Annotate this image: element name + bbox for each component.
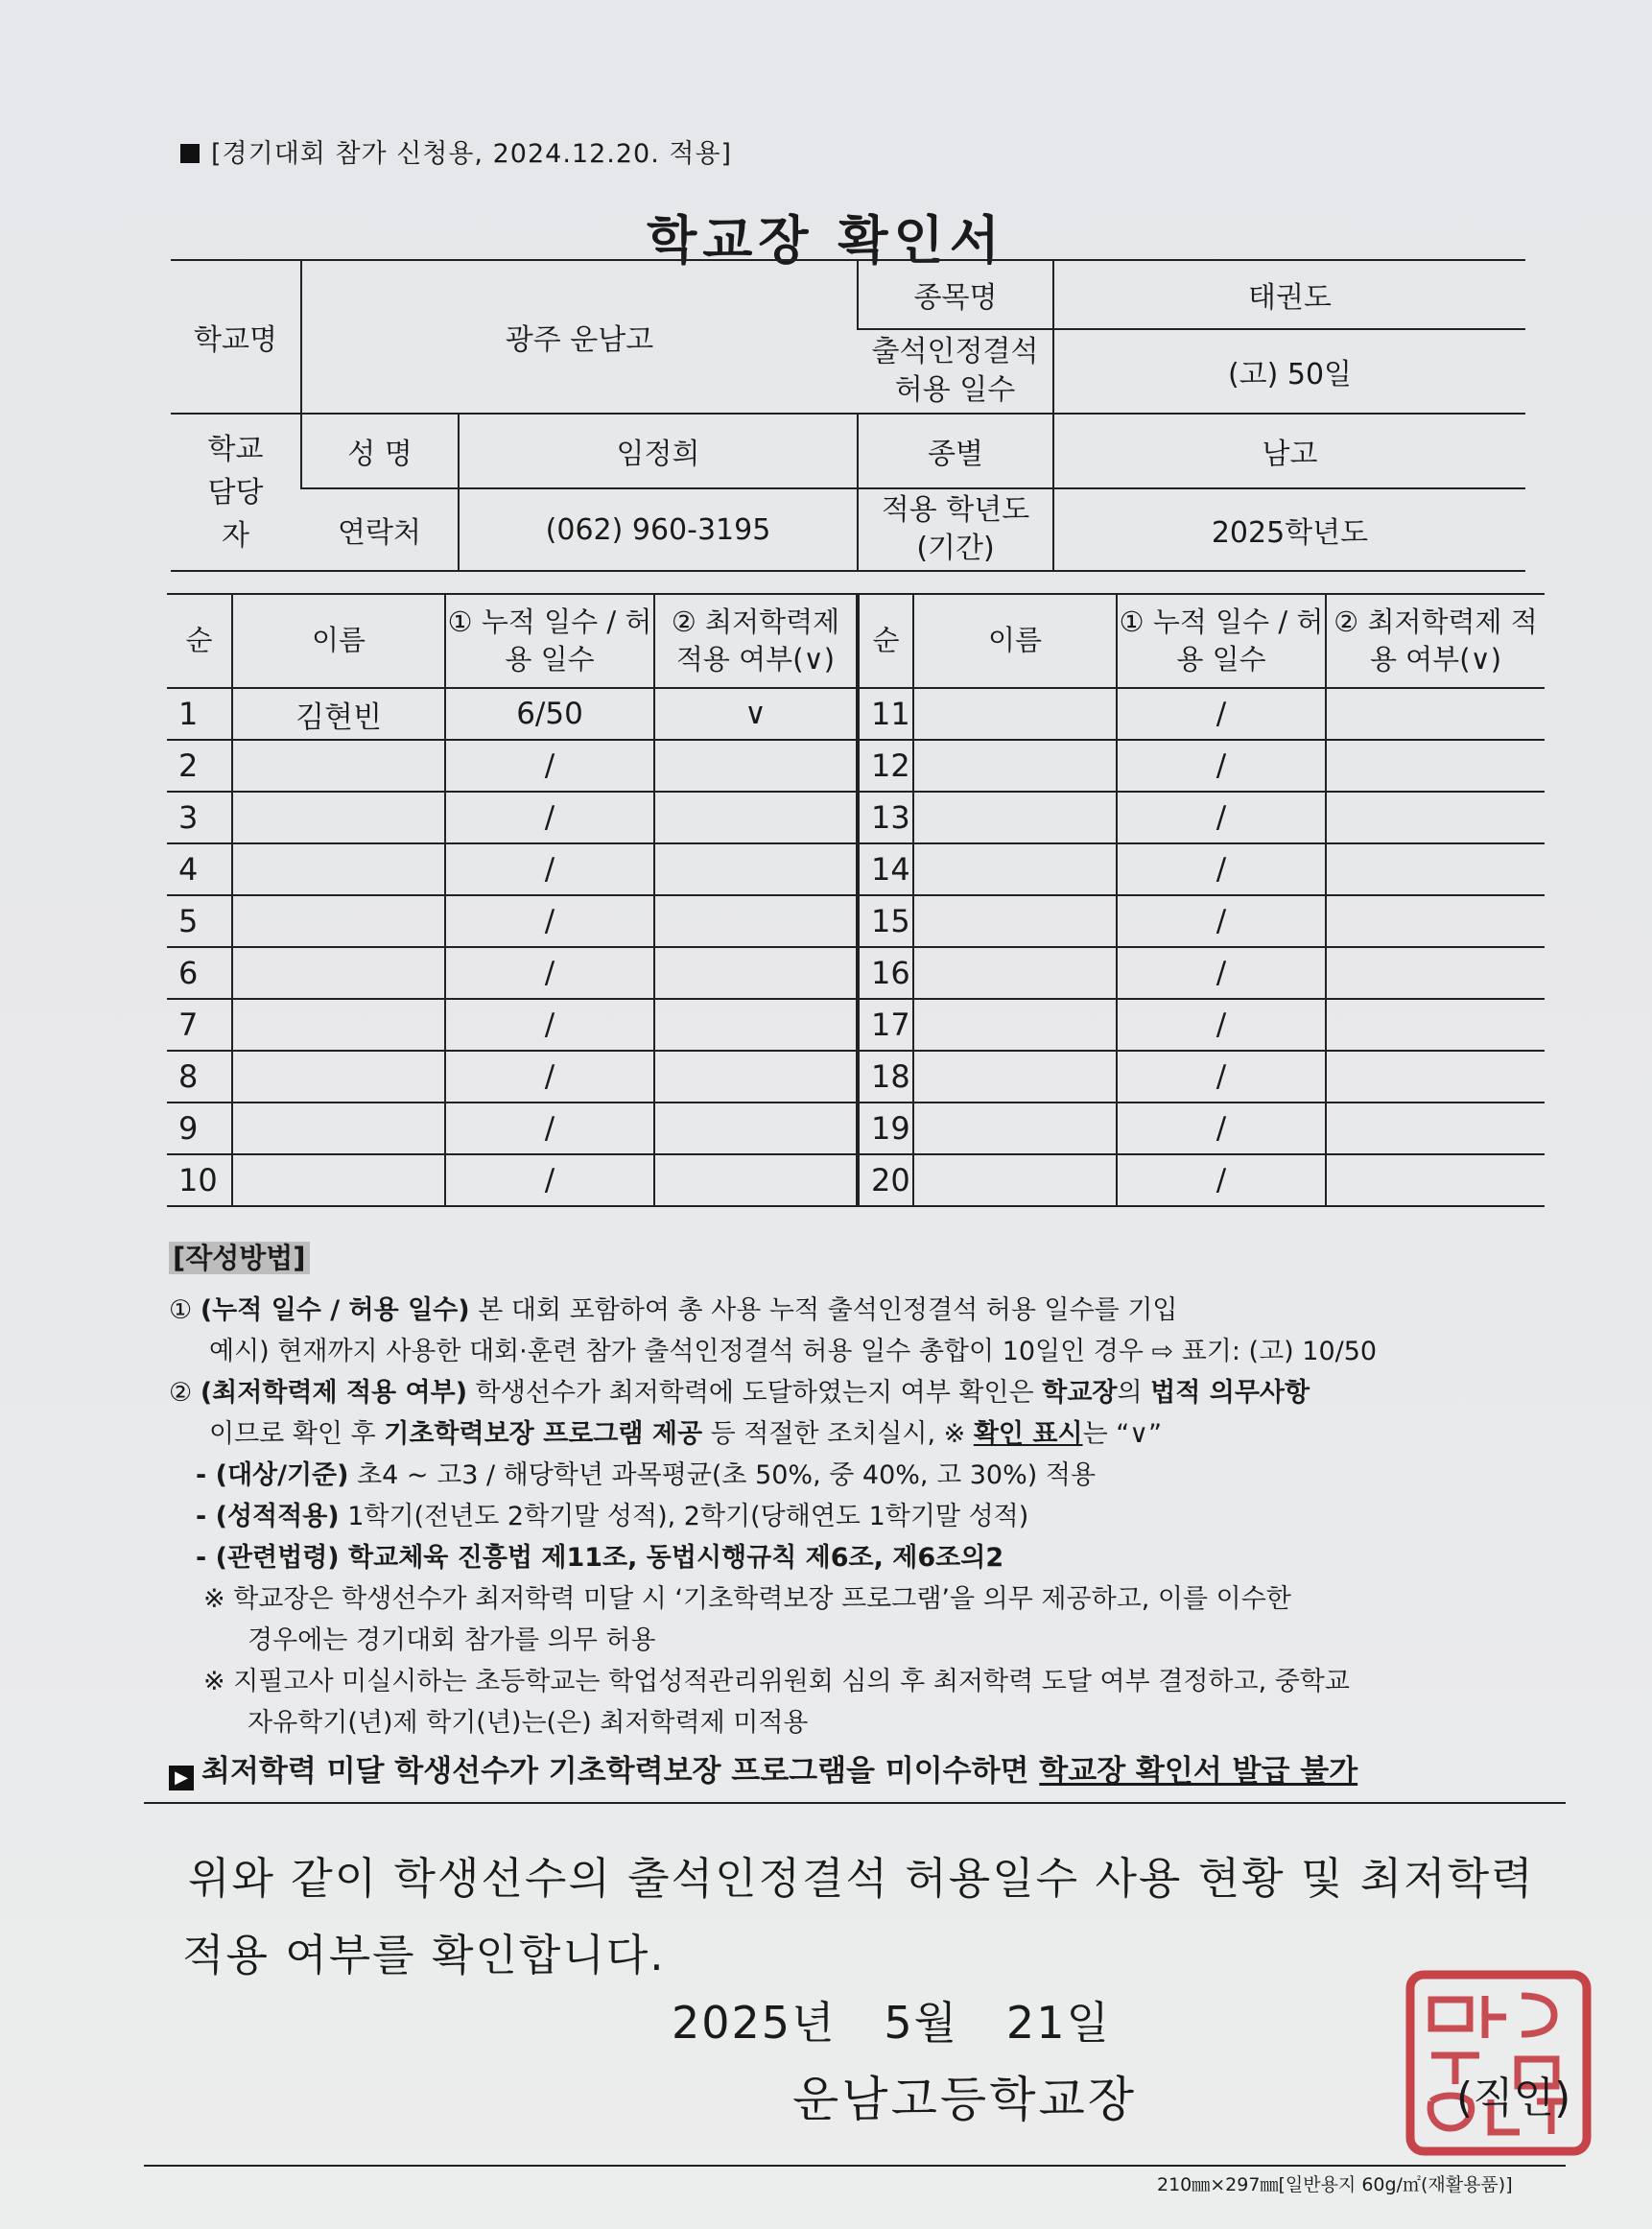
row-seq: 5	[167, 895, 232, 947]
cumulative-days-cell: /	[445, 792, 654, 843]
athlete-name-cell	[232, 1051, 445, 1103]
item2-bold-program: 기초학력보장 프로그램 제공	[384, 1419, 703, 1449]
table-row	[167, 792, 1545, 843]
min-academic-check-cell	[654, 843, 858, 895]
row-seq: 16	[858, 947, 913, 999]
row-seq: 11	[858, 688, 913, 740]
cumulative-days-cell: /	[445, 1051, 654, 1103]
instruction-example: 예시) 현재까지 사용한 대회·훈련 참가 출석인정결석 허용 일수 총합이 10일인 경우 ⇨ 표기: (고) 10/50	[209, 1337, 1378, 1366]
athlete-name-cell	[232, 843, 445, 895]
school-value: 광주 운남고	[301, 260, 858, 414]
row-seq: 12	[858, 740, 913, 792]
circled-one-mark: ①	[169, 1295, 193, 1325]
document-title: 학교장 확인서	[647, 210, 1005, 271]
cumulative-days-cell: /	[445, 843, 654, 895]
instruction-item-1	[169, 1290, 1569, 1331]
instructions-heading: [작성방법]	[169, 1242, 310, 1274]
note-1: ※ 학교장은 학생선수가 최저학력 미달 시 ‘기초학력보장 프로그램’을 의무 제공하고, 이를 이수한	[203, 1584, 1291, 1614]
row-seq: 7	[167, 999, 232, 1051]
min-academic-check-cell	[1326, 1103, 1545, 1154]
row-seq: 3	[167, 792, 232, 843]
cumulative-days-cell: /	[1117, 1051, 1326, 1103]
min-academic-check-cell	[1326, 999, 1545, 1051]
athlete-name-cell	[913, 999, 1117, 1051]
cumulative-days-cell: /	[1117, 1103, 1326, 1154]
min-academic-check-cell	[654, 1051, 858, 1103]
sub2-bold: - (성적적용)	[196, 1502, 340, 1531]
divider-line	[144, 1802, 1566, 1804]
row-seq: 2	[167, 740, 232, 792]
row-seq: 17	[858, 999, 913, 1051]
item2-text: 학생선수가 최저학력에 도달하였는지 여부 확인은	[467, 1378, 1043, 1408]
cumulative-days-cell: /	[1117, 947, 1326, 999]
category-label: 종별	[858, 414, 1053, 488]
form-version-text: [경기대회 참가 신청용, 2024.12.20. 적용]	[211, 139, 733, 169]
athlete-name-cell	[232, 895, 445, 947]
seal-label: (직인)	[1456, 2074, 1571, 2122]
paper-spec-footer: 210㎜×297㎜[일반용지 60g/㎡(재활용품)]	[1157, 2174, 1513, 2195]
school-year-value: 2025학년도	[1053, 488, 1525, 571]
min-academic-check-cell	[1326, 947, 1545, 999]
final-warning-emphasis: 학교장 확인서 발급 불가	[1039, 1754, 1358, 1789]
row-seq: 14	[858, 843, 913, 895]
athlete-name-cell: 김현빈	[232, 688, 445, 740]
header-cumulative-days: ① 누적 일수 / 허용 일수	[445, 594, 654, 688]
contact-value: (062) 960-3195	[459, 488, 858, 571]
form-version-note	[180, 132, 732, 170]
manager-label: 학교 담당자	[171, 414, 301, 571]
min-academic-check-cell	[1326, 740, 1545, 792]
sub1-text: 초4 ~ 고3 / 해당학년 과목평균(초 50%, 중 40%, 고 30%) 적용	[348, 1460, 1097, 1490]
row-seq: 13	[858, 792, 913, 843]
sport-label: 종목명	[858, 260, 1053, 329]
athlete-name-cell	[232, 947, 445, 999]
min-academic-check-cell	[1326, 895, 1545, 947]
athlete-name-cell	[913, 1051, 1117, 1103]
signer-title: 운남고등학교장	[792, 2072, 1138, 2127]
sub-item-laws	[169, 1537, 1569, 1578]
item2-bold-duty: 법적 의무사항	[1150, 1378, 1310, 1408]
athlete-name-cell	[913, 792, 1117, 843]
min-academic-check-cell	[1326, 1051, 1545, 1103]
athlete-name-cell	[913, 843, 1117, 895]
min-academic-check-cell	[654, 895, 858, 947]
table-row	[167, 895, 1545, 947]
table-row	[167, 947, 1545, 999]
athlete-name-cell	[913, 895, 1117, 947]
cumulative-days-cell: /	[1117, 740, 1326, 792]
header-cumulative-days: ① 누적 일수 / 허용 일수	[1117, 594, 1326, 688]
sub1-bold: - (대상/기준)	[196, 1460, 349, 1490]
school-label: 학교명	[171, 260, 301, 414]
min-academic-check-cell	[1326, 843, 1545, 895]
row-seq: 20	[858, 1154, 913, 1206]
header-name: 이름	[232, 594, 445, 688]
min-academic-check-cell	[1326, 1154, 1545, 1206]
min-academic-check-cell	[654, 740, 858, 792]
item2-text: 등 적절한 조치실시, ※	[702, 1419, 974, 1449]
cumulative-days-cell: /	[1117, 688, 1326, 740]
name-label: 성 명	[301, 414, 459, 488]
table-body	[167, 688, 1545, 1206]
cumulative-days-cell: /	[445, 1103, 654, 1154]
table-row	[167, 1103, 1545, 1154]
table-row	[167, 999, 1545, 1051]
row-seq: 9	[167, 1103, 232, 1154]
header-min-academic: ② 최저학력제 적용 여부(∨)	[654, 594, 858, 688]
athlete-name-cell	[232, 999, 445, 1051]
student-athlete-table	[167, 593, 1545, 1207]
cumulative-days-cell: /	[1117, 999, 1326, 1051]
athlete-name-cell	[232, 740, 445, 792]
cumulative-days-cell: /	[1117, 895, 1326, 947]
header-name: 이름	[913, 594, 1117, 688]
header-min-academic: ② 최저학력제 적용 여부(∨)	[1326, 594, 1545, 688]
row-seq: 19	[858, 1103, 913, 1154]
athlete-name-cell	[913, 1103, 1117, 1154]
row-seq: 6	[167, 947, 232, 999]
allowed-days-label: 출석인정결석 허용 일수	[858, 329, 1053, 414]
square-bullet-icon	[180, 144, 200, 163]
instructions-section	[169, 1238, 1569, 1792]
final-warning	[169, 1751, 1569, 1792]
cumulative-days-cell: 6/50	[445, 688, 654, 740]
instruction-item-2-cont	[169, 1413, 1569, 1455]
header-seq: 순	[167, 594, 232, 688]
cumulative-days-cell: /	[445, 895, 654, 947]
arrow-box-icon: ▶	[169, 1766, 194, 1790]
note-2-cont: 자유학기(년)제 학기(년)는(은) 최저학력제 미적용	[248, 1708, 809, 1738]
header-seq: 순	[858, 594, 913, 688]
athlete-name-cell	[913, 947, 1117, 999]
row-seq: 4	[167, 843, 232, 895]
cumulative-days-cell: /	[1117, 1154, 1326, 1206]
athlete-name-cell	[232, 1154, 445, 1206]
allowed-days-value: (고) 50일	[1053, 329, 1525, 414]
contact-label: 연락처	[301, 488, 459, 571]
min-academic-check-cell	[654, 947, 858, 999]
min-academic-check-cell	[654, 1154, 858, 1206]
table-row	[167, 1051, 1545, 1103]
table-row	[167, 688, 1545, 740]
cumulative-days-cell: /	[445, 740, 654, 792]
statement-line-2: 적용 여부를 확인합니다.	[182, 1930, 666, 1980]
item2-check-mark-note: 확인 표시	[973, 1419, 1083, 1449]
min-academic-check-cell	[654, 1103, 858, 1154]
athlete-name-cell	[913, 740, 1117, 792]
table-row	[167, 1154, 1545, 1206]
row-seq: 18	[858, 1051, 913, 1103]
athlete-name-cell	[232, 792, 445, 843]
row-seq: 10	[167, 1154, 232, 1206]
athlete-name-cell	[913, 688, 1117, 740]
item1-bold: (누적 일수 / 허용 일수)	[200, 1295, 470, 1325]
category-value: 남고	[1053, 414, 1525, 488]
item2-bold-principal: 학교장	[1042, 1378, 1118, 1408]
min-academic-check-cell: ∨	[654, 688, 858, 740]
manager-name-value: 임정희	[459, 414, 858, 488]
sub-item-target	[169, 1455, 1569, 1496]
athlete-name-cell	[913, 1154, 1117, 1206]
table-row	[167, 843, 1545, 895]
min-academic-check-cell	[1326, 792, 1545, 843]
sub2-text: 1학기(전년도 2학기말 성적), 2학기(당해연도 1학기말 성적)	[339, 1502, 1029, 1531]
statement-line-1: 위와 같이 학생선수의 출석인정결석 허용일수 사용 현황 및 최저학력	[188, 1853, 1535, 1904]
confirmation-statement	[182, 1840, 1550, 1994]
row-seq: 15	[858, 895, 913, 947]
cumulative-days-cell: /	[1117, 792, 1326, 843]
item1-text: 본 대회 포함하여 총 사용 누적 출석인정결석 허용 일수를 기입	[469, 1295, 1178, 1325]
sub3-bold: - (관련법령)	[196, 1543, 340, 1573]
min-academic-check-cell	[654, 999, 858, 1051]
item2-text: 는 “∨”	[1082, 1419, 1162, 1449]
min-academic-check-cell	[654, 792, 858, 843]
bottom-divider	[144, 2165, 1566, 2167]
school-info-table	[171, 259, 1525, 572]
note-2: ※ 지필고사 미실시하는 초등학교는 학업성적관리위원회 심의 후 최저학력 도달 여부 결정하고, 중학교	[203, 1667, 1350, 1696]
min-academic-check-cell	[1326, 688, 1545, 740]
school-year-label: 적용 학년도 (기간)	[858, 488, 1053, 571]
cumulative-days-cell: /	[1117, 843, 1326, 895]
issue-date: 2025년 5월 21일	[672, 1997, 1111, 2049]
item2-bold: (최저학력제 적용 여부)	[200, 1378, 468, 1408]
cumulative-days-cell: /	[445, 1154, 654, 1206]
sub-item-grades	[169, 1496, 1569, 1537]
item2-text: 이므로 확인 후	[209, 1419, 385, 1449]
note-1-cont: 경우에는 경기대회 참가를 의무 허용	[248, 1625, 656, 1655]
row-seq: 1	[167, 688, 232, 740]
instruction-item-2	[169, 1372, 1569, 1413]
table-row	[167, 740, 1545, 792]
final-warning-text: 최저학력 미달 학생선수가 기초학력보장 프로그램을 미이수하면	[201, 1754, 1040, 1789]
cumulative-days-cell: /	[445, 999, 654, 1051]
sport-value: 태권도	[1053, 260, 1525, 329]
athlete-name-cell	[232, 1103, 445, 1154]
sub3-text: 학교체육 진흥법 제11조, 동법시행규칙 제6조, 제6조의2	[339, 1543, 1004, 1573]
item2-text: 의	[1117, 1378, 1151, 1408]
row-seq: 8	[167, 1051, 232, 1103]
cumulative-days-cell: /	[445, 947, 654, 999]
circled-two-mark: ②	[169, 1378, 193, 1408]
